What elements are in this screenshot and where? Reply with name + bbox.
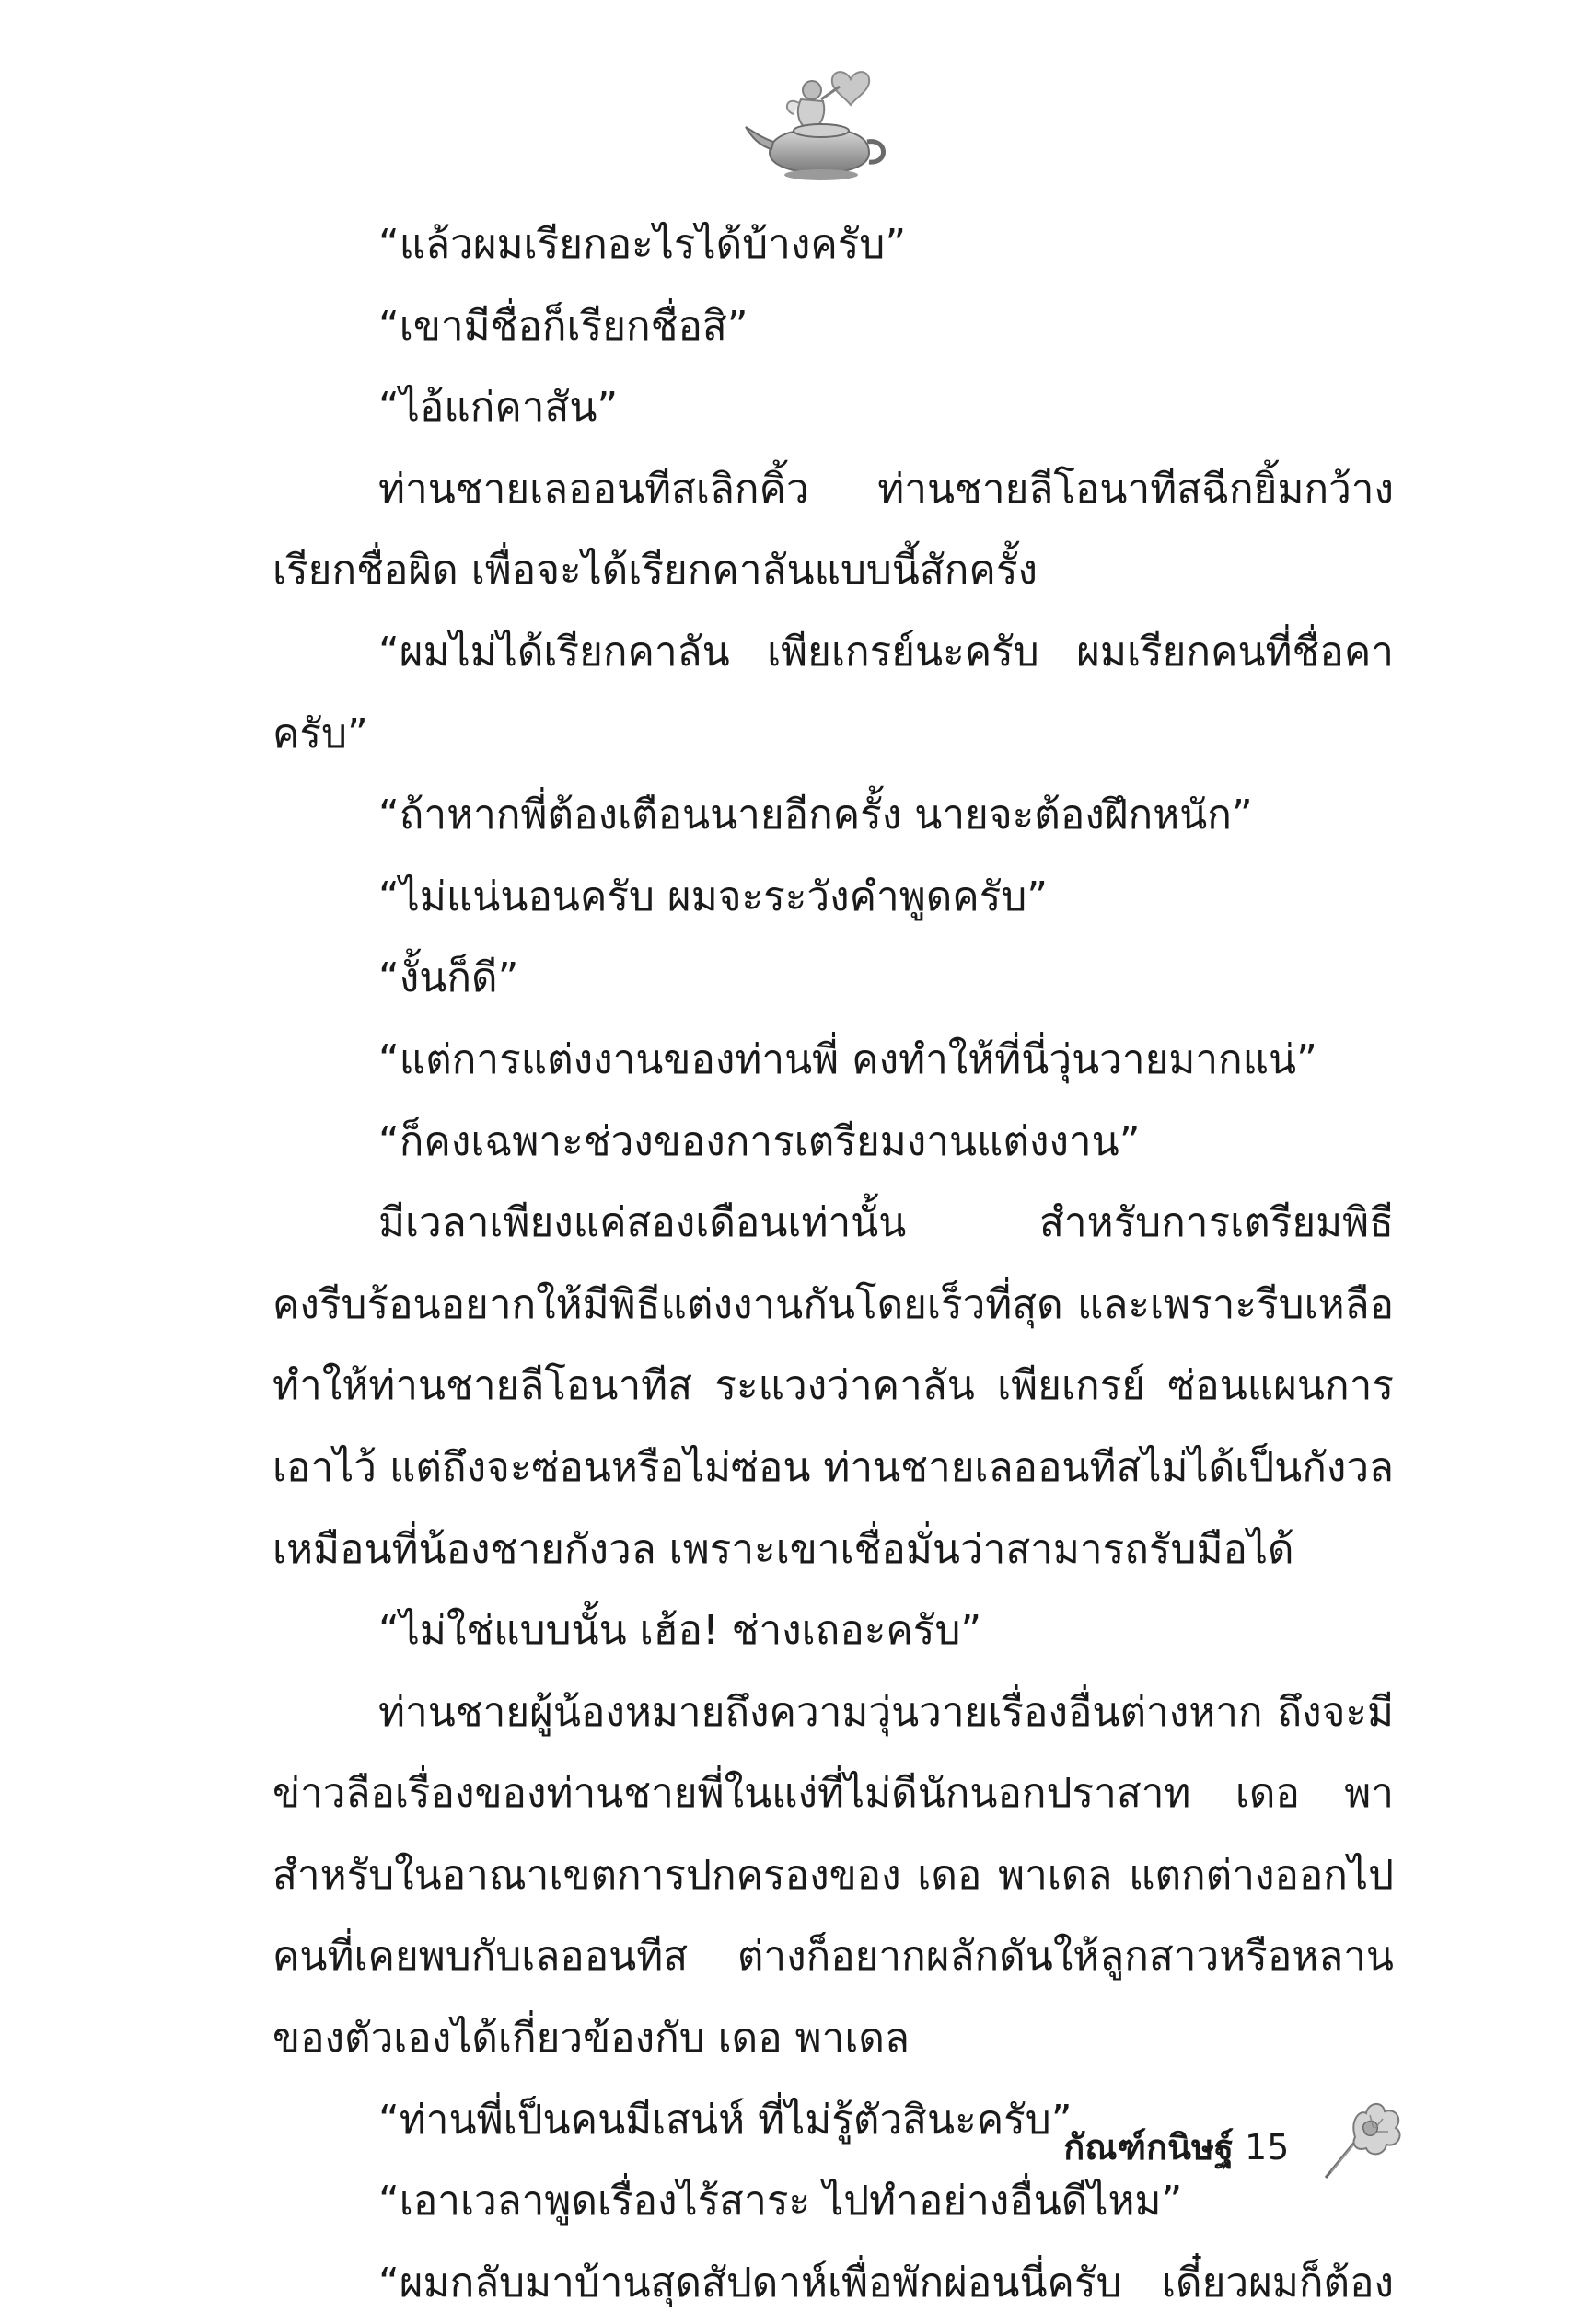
text-line: เหมือนที่น้องชายกังวล เพราะเขาเชื่อมั่นว่าสามารถรับมือได้ [272,1525,1294,1573]
text-line: “เขามีชื่อก็เรียกชื่อสิ” [378,302,748,350]
text-line: “ไม่ใช่แบบนั้น เฮ้อ! ช่างเถอะครับ” [378,1607,982,1655]
teapot-cupid-ornament-icon [742,53,899,191]
text-line: “ไอ้แก่คาสัน” [378,384,619,432]
text-line: ท่านชายผู้น้องหมายถึงความวุ่นวายเรื่องอื่นต่างหาก ถึงจะมี [378,1688,1394,1736]
text-line: “แล้วผมเรียกอะไรได้บ้างครับ” [378,221,907,268]
text-line: “เอาเวลาพูดเรื่องไร้สาระ ไปทำอย่างอื่นดีไหม” [378,2178,1183,2226]
text-line: เรียกชื่อผิด เพื่อจะได้เรียกคาลันแบบนี้สักครั้ง [272,547,1038,595]
body-text [272,204,1394,2324]
text-line: “ก็คงเฉพาะช่วงของการเตรียมงานแต่งงาน” [378,1117,1141,1165]
flower-bouquet-icon [1318,2082,1410,2183]
text-line: ของตัวเองได้เกี่ยวข้องกับ เดอ พาเดล [272,2015,910,2063]
page-number: 15 [1245,2127,1290,2168]
text-line: คงรีบร้อนอยากให้มีพิธีแต่งงานกันโดยเร็วที่สุด และเพราะรีบเหลือ [272,1280,1394,1328]
text-line: ครับ” [272,710,368,757]
text-line: มีเวลาเพียงแค่สองเดือนเท่านั้น สำหรับการเตรียมพิธี [378,1199,1394,1247]
book-title: กัณฑ์กนิษฐ์ [1063,2127,1234,2168]
text-line: “ถ้าหากพี่ต้องเตือนนายอีกครั้ง นายจะต้องฝึกหนัก” [378,792,1253,839]
text-line: เอาไว้ แต่ถึงจะซ่อนหรือไม่ซ่อน ท่านชายเลออนทีสไม่ได้เป็นกังวล [272,1443,1394,1491]
text-line: ทำให้ท่านชายลีโอนาทีส ระแวงว่าคาลัน เพียเกรย์ ซ่อนแผนการ [272,1362,1394,1410]
text-line: “ท่านพี่เป็นคนมีเสน่ห์ ที่ไม่รู้ตัวสินะครับ” [378,2096,1073,2144]
text-line: “ผมกลับมาบ้านสุดสัปดาห์เพื่อพักผ่อนนี่ครับ เดี๋ยวผมก็ต้อง [378,2259,1394,2307]
text-line: ข่าวลือเรื่องของท่านชายพี่ในแง่ที่ไม่ดีนักนอกปราสาท เดอ พา [272,1770,1394,1818]
text-line: สำหรับในอาณาเขตการปกครองของ เดอ พาเดล แตกต่างออกไป [272,1851,1394,1899]
text-line: “ไม่แน่นอนครับ ผมจะระวังคำพูดครับ” [378,873,1049,920]
text-line: คนที่เคยพบกับเลออนทีส ต่างก็อยากผลักดันให้ลูกสาวหรือหลาน [272,1933,1394,1981]
text-line: “งั้นก็ดี” [378,954,519,1002]
text-line: ท่านชายเลออนทีสเลิกคิ้ว ท่านชายลีโอนาทีสฉีกยิ้มกว้าง [378,465,1394,513]
text-line: “ผมไม่ได้เรียกคาลัน เพียเกรย์นะครับ ผมเรียกคนที่ชื่อคา [378,628,1394,676]
text-line: “แต่การแต่งงานของท่านพี่ คงทำให้ที่นี่วุ่นวายมากแน่” [378,1035,1317,1083]
